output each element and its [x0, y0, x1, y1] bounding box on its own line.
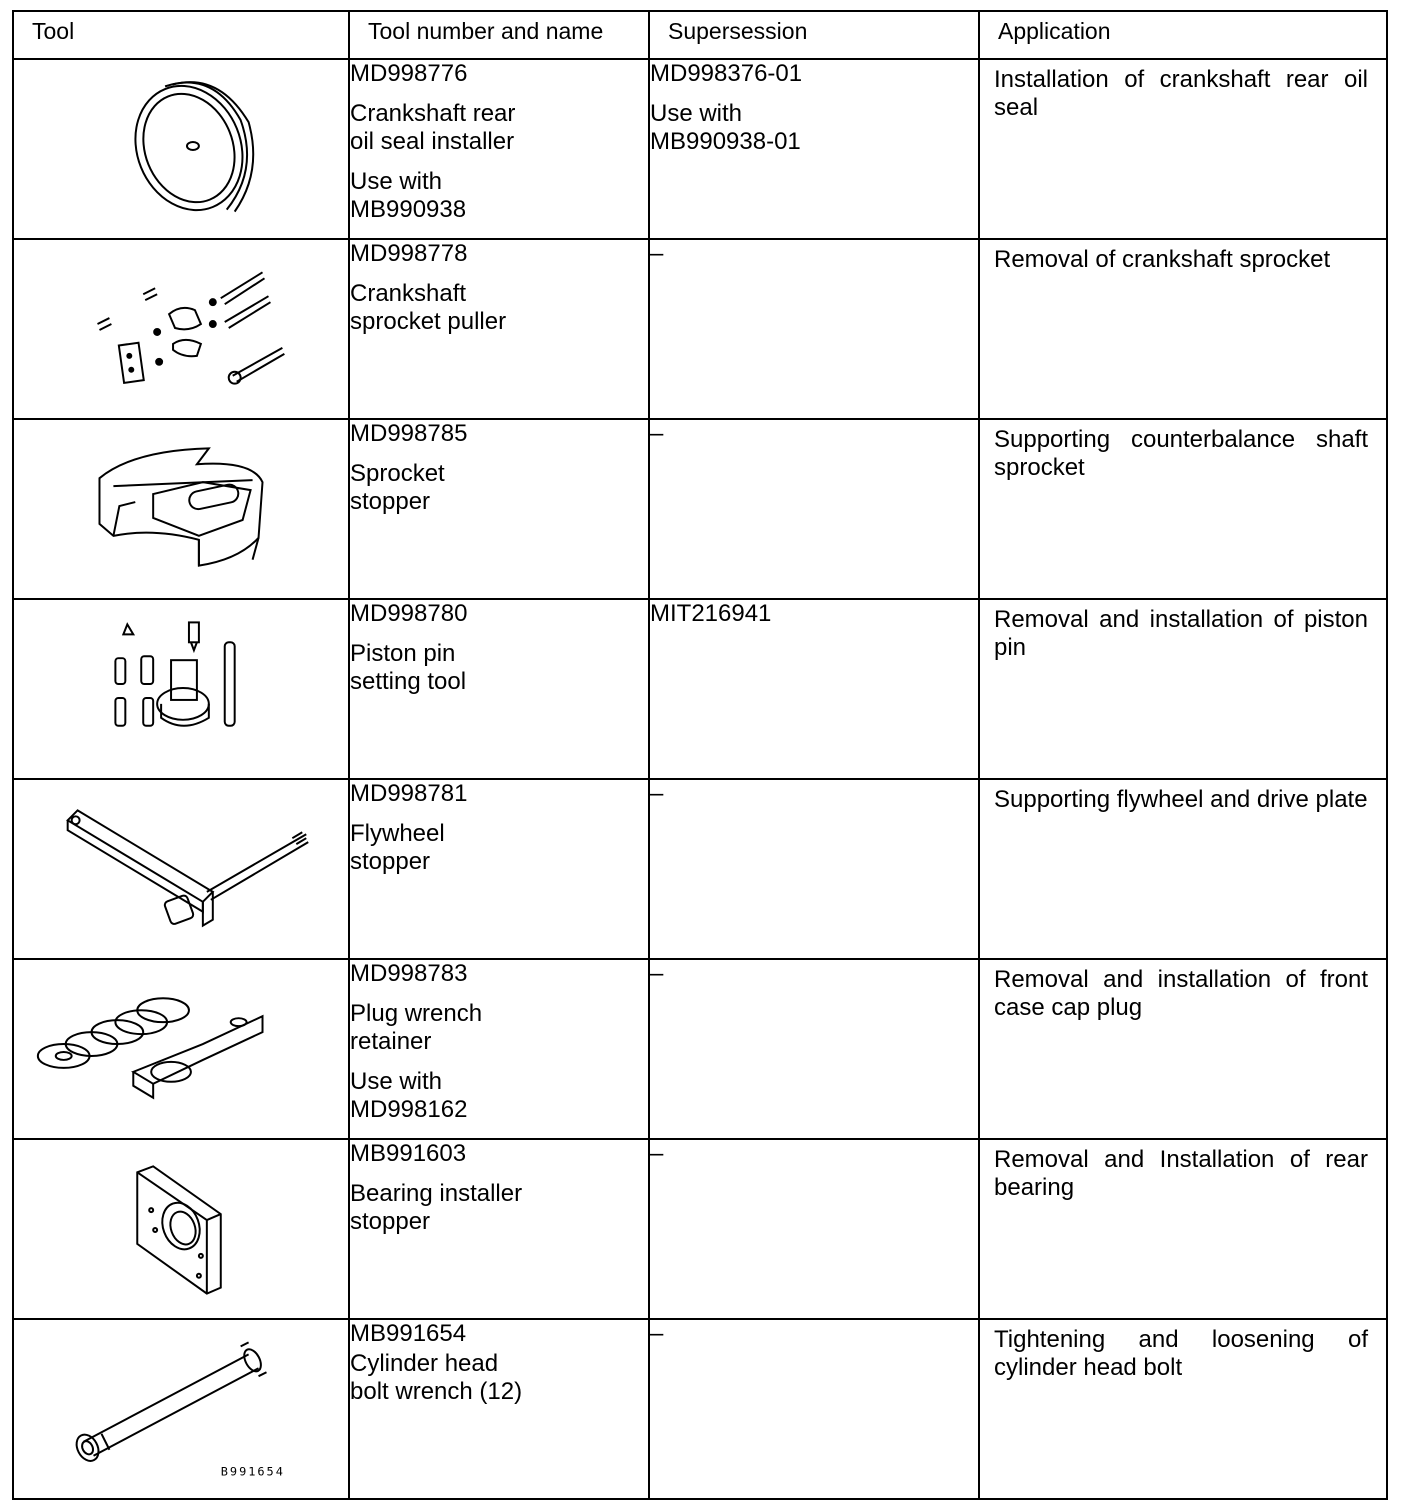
application-text: Supporting counterbalance shaft sprocket [994, 426, 1368, 481]
tool-note: Use with MB990938 [350, 168, 467, 223]
supersession-cell [649, 1139, 979, 1319]
tool-image-cell [13, 599, 349, 779]
tool-number-name-cell [349, 959, 649, 1139]
application-cell [979, 959, 1387, 1139]
application-text: Removal of crankshaft sprocket [994, 246, 1331, 273]
table-row [13, 779, 1387, 959]
application-cell [979, 419, 1387, 599]
table-row [13, 59, 1387, 239]
application-text: Supporting flywheel and drive plate [994, 786, 1368, 813]
image-code-label: B991654 [220, 1464, 285, 1479]
supersession-value: MIT216941 [650, 600, 772, 627]
cylinder-head-bolt-wrench-icon [14, 1320, 348, 1498]
application-text: Tightening and loosening of cylinder head bolt [994, 1326, 1368, 1381]
tool-image-cell [13, 1319, 349, 1499]
supersession-value: – [650, 240, 664, 267]
tool-number: MD998783 [350, 960, 468, 987]
table-row [13, 1139, 1387, 1319]
tool-number: MB991603 [350, 1140, 467, 1167]
tool-image-cell [13, 239, 349, 419]
application-cell [979, 599, 1387, 779]
tool-number-name-cell [349, 59, 649, 239]
tool-number: MD998785 [350, 420, 468, 447]
tool-number-name-cell [349, 1139, 649, 1319]
supersession-value: – [650, 420, 664, 447]
tool-name: Crankshaft sprocket puller [350, 280, 507, 335]
application-text: Installation of crankshaft rear oil seal [994, 66, 1368, 121]
supersession-cell [649, 779, 979, 959]
tool-name: Cylinder head bolt wrench (12) [350, 1350, 523, 1405]
application-text: Removal and Installation of rear bearing [994, 1146, 1368, 1201]
application-text: Removal and installation of front case cap plug [994, 966, 1368, 1021]
tool-number-name-cell [349, 599, 649, 779]
tool-note: Use with MD998162 [350, 1068, 468, 1123]
tool-image-cell [13, 959, 349, 1139]
supersession-cell [649, 959, 979, 1139]
application-text: Removal and installation of piston pin [994, 606, 1368, 661]
tool-image-cell [13, 1139, 349, 1319]
tool-number: MB991654 [350, 1320, 467, 1347]
tool-number: MD998778 [350, 240, 468, 267]
tool-number-name-cell [349, 239, 649, 419]
tool-image-cell [13, 59, 349, 239]
application-cell [979, 1319, 1387, 1499]
oil-seal-installer-icon [14, 60, 348, 238]
table-row [13, 959, 1387, 1139]
piston-pin-tool-icon [14, 600, 348, 778]
supersession-cell [649, 419, 979, 599]
table-row [13, 599, 1387, 779]
tool-number: MD998776 [350, 60, 468, 87]
header-row [13, 11, 1387, 59]
tool-name: Piston pin setting tool [350, 640, 467, 695]
application-cell [979, 1139, 1387, 1319]
special-tools-table [12, 10, 1388, 1500]
supersession-cell [649, 599, 979, 779]
tool-number: MD998780 [350, 600, 468, 627]
application-cell [979, 59, 1387, 239]
tool-name: Bearing installer stopper [350, 1180, 523, 1235]
table-row [13, 419, 1387, 599]
tool-number-name-cell [349, 419, 649, 599]
tool-image-cell [13, 779, 349, 959]
application-cell [979, 239, 1387, 419]
supersession-value: – [650, 1140, 664, 1167]
tool-number-name-cell [349, 779, 649, 959]
sprocket-stopper-icon [14, 420, 348, 598]
tool-name: Sprocket stopper [350, 460, 445, 515]
tool-name: Crankshaft rear oil seal installer [350, 100, 516, 155]
supersession-note: Use with MB990938-01 [650, 100, 801, 155]
table-row [13, 1319, 1387, 1499]
header-tool: Tool [13, 11, 349, 59]
supersession-value: – [650, 780, 664, 807]
tool-name: Plug wrench retainer [350, 1000, 483, 1055]
supersession-cell [649, 59, 979, 239]
bearing-installer-stopper-icon [14, 1140, 348, 1318]
sprocket-puller-icon [14, 240, 348, 418]
header-tool-number-name: Tool number and name [349, 11, 649, 59]
supersession-cell [649, 1319, 979, 1499]
tool-image-cell [13, 419, 349, 599]
supersession-value: – [650, 1320, 664, 1347]
tool-number-name-cell [349, 1319, 649, 1499]
header-application: Application [979, 11, 1387, 59]
plug-wrench-retainer-icon [14, 960, 348, 1138]
supersession-cell [649, 239, 979, 419]
table-row [13, 239, 1387, 419]
header-supersession: Supersession [649, 11, 979, 59]
application-cell [979, 779, 1387, 959]
supersession-value: MD998376-01 [650, 60, 803, 87]
tool-number: MD998781 [350, 780, 468, 807]
flywheel-stopper-icon [14, 780, 348, 958]
supersession-value: – [650, 960, 664, 987]
tool-name: Flywheel stopper [350, 820, 445, 875]
